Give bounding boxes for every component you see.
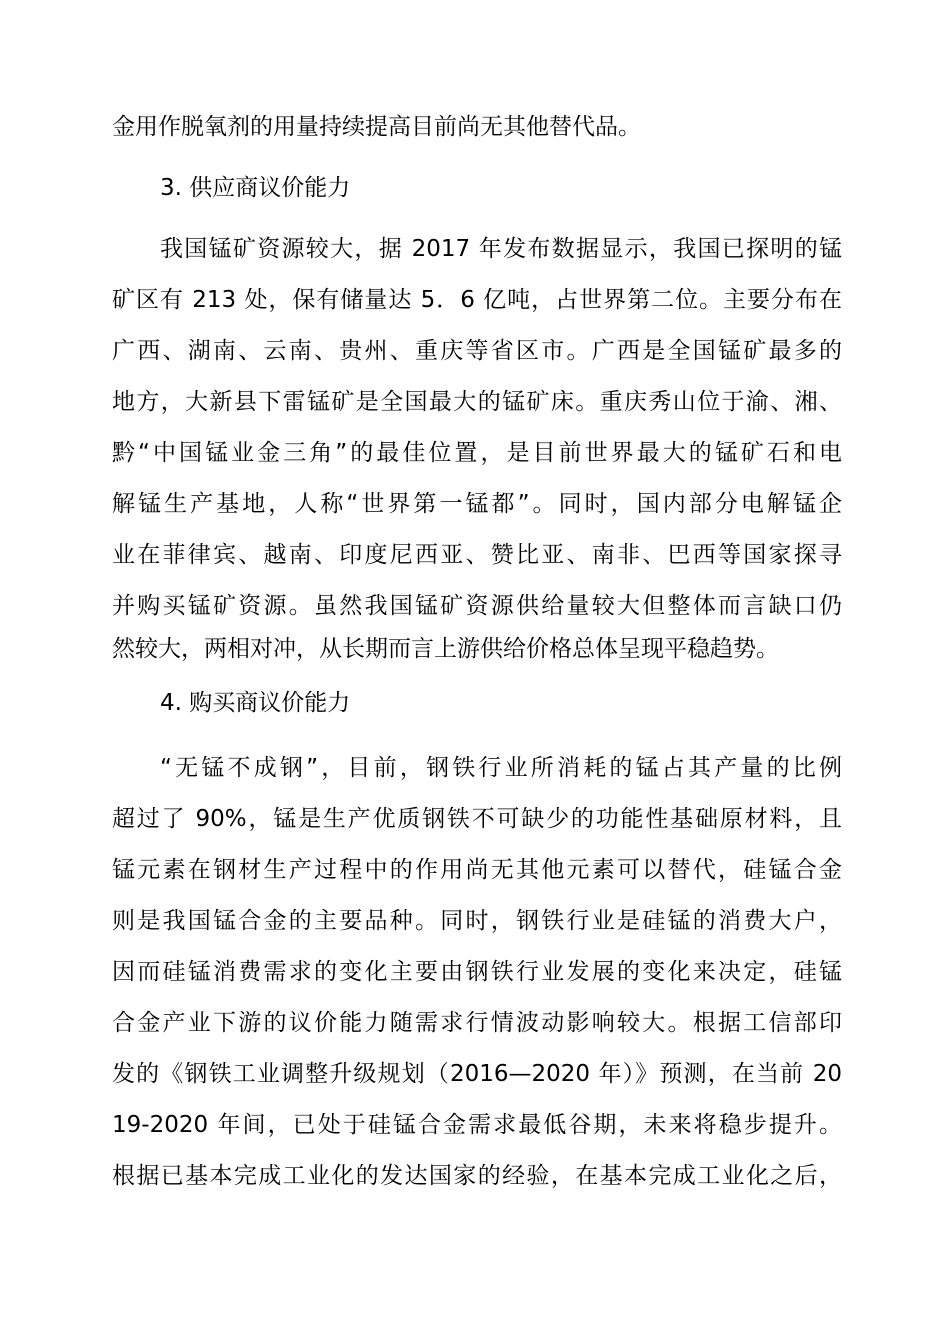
- paragraph-line: 解锰生产基地，人称“世界第一锰都”。同时，国内部分电解锰企: [112, 491, 842, 517]
- paragraph-line: 黔“中国锰业金三角”的最佳位置，是目前世界最大的锰矿石和电: [112, 440, 842, 466]
- paragraph-line: 广西、湖南、云南、贵州、重庆等省区市。广西是全国锰矿最多的: [112, 338, 842, 364]
- paragraph-line: 矿区有 213 处，保有储量达 5．6 亿吨，占世界第二位。主要分布在: [112, 287, 842, 313]
- section-heading-4: 4. 购买商议价能力: [160, 690, 351, 716]
- paragraph-line: 超过了 90%，锰是生产优质钢铁不可缺少的功能性基础原材料，且: [112, 806, 842, 832]
- paragraph-line: 锰元素在钢材生产过程中的作用尚无其他元素可以替代，硅锰合金: [112, 857, 842, 883]
- paragraph-line: 合金产业下游的议价能力随需求行情波动影响较大。根据工信部印: [112, 1010, 842, 1036]
- paragraph-line: “无锰不成钢”，目前，钢铁行业所消耗的锰占其产量的比例: [160, 755, 842, 781]
- paragraph-line: 发的《钢铁工业调整升级规划（2016—2020 年）》预测，在当前 20: [112, 1061, 842, 1087]
- paragraph-line: 然较大，两相对冲，从长期而言上游供给价格总体呈现平稳趋势。: [112, 636, 779, 662]
- paragraph-line: 业在菲律宾、越南、印度尼西亚、赞比亚、南非、巴西等国家探寻: [112, 542, 842, 568]
- paragraph-line: 因而硅锰消费需求的变化主要由钢铁行业发展的变化来决定，硅锰: [112, 959, 842, 985]
- paragraph-line: 则是我国锰合金的主要品种。同时，钢铁行业是硅锰的消费大户，: [112, 908, 842, 934]
- paragraph-line: 19-2020 年间，已处于硅锰合金需求最低谷期，未来将稳步提升。: [112, 1112, 842, 1138]
- paragraph-line: 金用作脱氧剂的用量持续提高目前尚无其他替代品。: [112, 114, 641, 140]
- paragraph-line: 根据已基本完成工业化的发达国家的经验，在基本完成工业化之后，: [112, 1163, 842, 1189]
- paragraph-line: 并购买锰矿资源。虽然我国锰矿资源供给量较大但整体而言缺口仍: [112, 593, 842, 619]
- paragraph-line: 地方，大新县下雷锰矿是全国最大的锰矿床。重庆秀山位于渝、湘、: [112, 389, 842, 415]
- paragraph-line: 我国锰矿资源较大，据 2017 年发布数据显示，我国已探明的锰: [160, 236, 842, 262]
- section-heading-3: 3. 供应商议价能力: [160, 175, 351, 201]
